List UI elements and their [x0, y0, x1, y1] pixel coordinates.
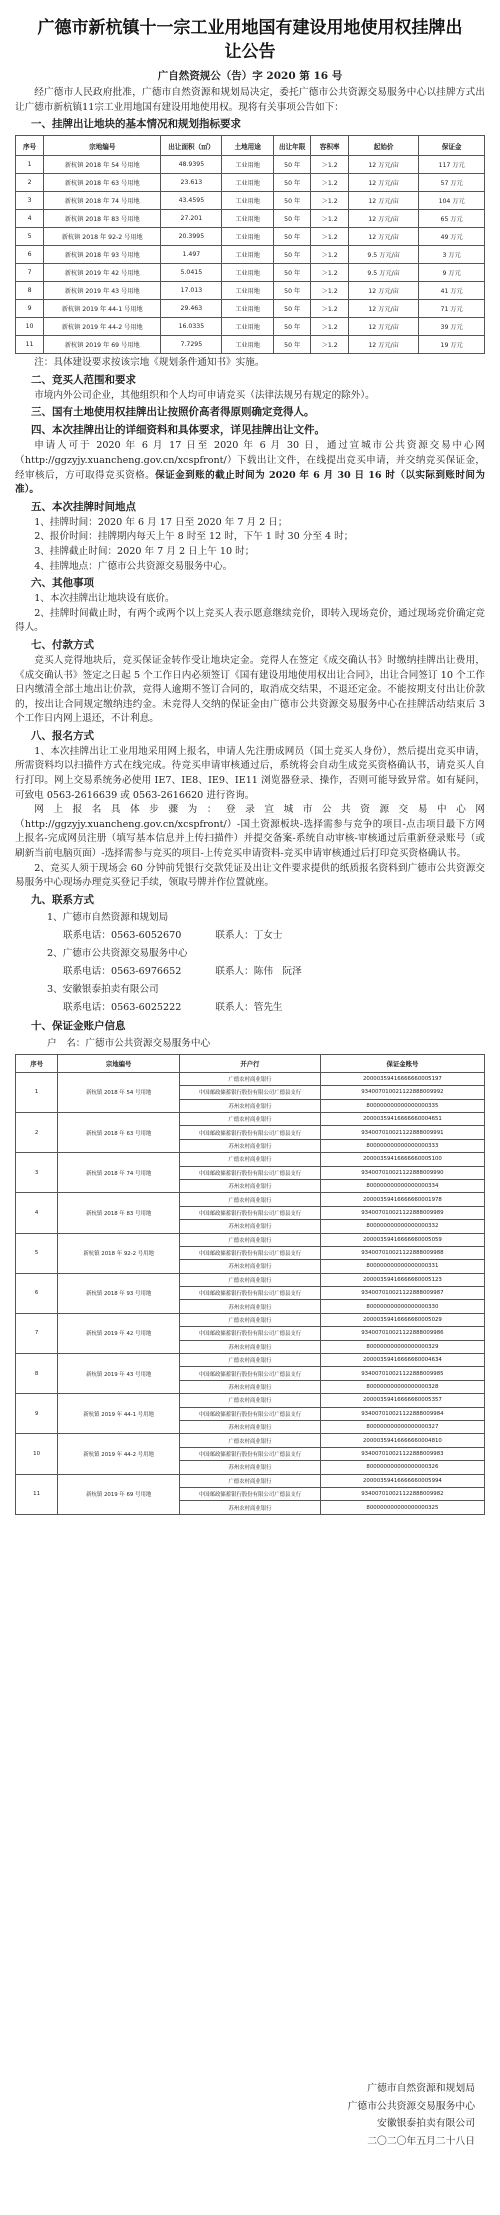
parcel-table-cell: 104 万元 — [419, 192, 485, 210]
deposit-account-number: 20000359416666660005197 — [320, 1072, 484, 1085]
deposit-bank: 广德农村商业银行 — [180, 1434, 321, 1447]
parcel-table-cell: 23.613 — [161, 174, 222, 192]
parcel-table-cell: ＞1.2 — [311, 246, 349, 264]
parcel-table-cell: 5 — [16, 228, 44, 246]
parcel-table-cell: 工业用地 — [222, 192, 274, 210]
deposit-bank: 苏州农村商业银行 — [180, 1300, 321, 1313]
parcel-table-cell: ＞1.2 — [311, 300, 349, 318]
parcel-table-cell: 50 年 — [273, 318, 311, 336]
contact-person: 联系人：管先生 — [215, 1001, 283, 1013]
parcel-table-cell: 新杭镇 2018 年 92-2 号用地 — [44, 228, 161, 246]
deposit-table-header-cell: 序号 — [16, 1054, 58, 1072]
deposit-bank: 广德农村商业银行 — [180, 1153, 321, 1166]
deposit-group-parcel: 新杭镇 2018 年 54 号用地 — [58, 1072, 180, 1112]
parcel-table-cell: 12 万元/亩 — [348, 336, 418, 354]
parcel-table-cell: 新杭镇 2018 年 74 号用地 — [44, 192, 161, 210]
deposit-bank: 中国邮政储蓄银行股份有限公司广德县支行 — [180, 1287, 321, 1300]
parcel-table-cell: ＞1.2 — [311, 192, 349, 210]
parcel-table-row — [16, 300, 485, 318]
deposit-bank: 苏州农村商业银行 — [180, 1099, 321, 1112]
deposit-account-number: 934007010021122888009986 — [320, 1327, 484, 1340]
deposit-account-number: 800000000000000000334 — [320, 1179, 484, 1192]
section-3-heading: 三、国有土地使用权挂牌出让按照价高者得原则确定竞得人。 — [31, 406, 315, 419]
deposit-group-number: 9 — [16, 1394, 58, 1434]
deposit-bank: 中国邮政储蓄银行股份有限公司广德县支行 — [180, 1367, 321, 1380]
parcel-table-row — [16, 336, 485, 354]
deposit-bank: 中国邮政储蓄银行股份有限公司广德县支行 — [180, 1487, 321, 1500]
signature-org: 广德市自然资源和规划局 — [367, 2083, 475, 2094]
contact-org: 3、安徽银泰拍卖有限公司 — [47, 983, 159, 995]
deposit-bank: 中国邮政储蓄银行股份有限公司广德县支行 — [180, 1166, 321, 1179]
parcel-table-cell: 41 万元 — [419, 282, 485, 300]
parcel-table-cell: 新杭镇 2018 年 93 号用地 — [44, 246, 161, 264]
deposit-group-parcel: 新杭镇 2019 年 69 号用地 — [58, 1474, 180, 1514]
deposit-bank: 苏州农村商业银行 — [180, 1461, 321, 1474]
section-4-text-plain: 申请人可于 2020 年 6 月 17 日至 2020 年 6 月 30 日，通过宣城市公共资源交易中心网（http://ggzyjy.xuancheng.gov.cn/xcspfront/）下载出让文件，在线提出竞买申请，并交纳竞买保证金，经审核后，方可取得竞买资格。 — [15, 440, 485, 481]
parcel-table-row — [16, 210, 485, 228]
parcel-table-cell: 新杭镇 2019 年 44-1 号用地 — [44, 300, 161, 318]
section-5-item: 2、报价时间：挂牌期内每天上午 8 时至 12 时，下午 1 时 30 分至 4 时； — [34, 531, 354, 543]
deposit-account-number: 934007010021122888009991 — [320, 1126, 484, 1139]
parcel-table-cell: 65 万元 — [419, 210, 485, 228]
deposit-account-number: 934007010021122888009984 — [320, 1407, 484, 1420]
section-4-heading: 四、本次挂牌出让的详细资料和具体要求，详见挂牌出让文件。 — [31, 424, 325, 437]
deposit-account-number: 800000000000000000327 — [320, 1420, 484, 1433]
parcel-table-cell: ＞1.2 — [311, 336, 349, 354]
parcel-table-cell: 50 年 — [273, 336, 311, 354]
parcel-table-cell: ＞1.2 — [311, 210, 349, 228]
signature-block — [348, 2080, 475, 2150]
parcel-table-cell: 12 万元/亩 — [348, 192, 418, 210]
deposit-group-parcel: 新杭镇 2018 年 74 号用地 — [58, 1153, 180, 1193]
deposit-group-parcel: 新杭镇 2019 年 44-1 号用地 — [58, 1394, 180, 1434]
deposit-account-number: 800000000000000000328 — [320, 1380, 484, 1393]
parcel-table-cell: 12 万元/亩 — [348, 174, 418, 192]
deposit-account-number: 934007010021122888009992 — [320, 1086, 484, 1099]
deposit-account-number: 800000000000000000335 — [320, 1099, 484, 1112]
deposit-bank: 广德农村商业银行 — [180, 1193, 321, 1206]
parcel-table-cell: 工业用地 — [222, 318, 274, 336]
parcel-table-cell: 71 万元 — [419, 300, 485, 318]
parcel-table-cell: 50 年 — [273, 156, 311, 174]
deposit-group-number: 1 — [16, 1072, 58, 1112]
deposit-table-header-cell: 开户行 — [180, 1054, 321, 1072]
section-4-text — [15, 439, 485, 497]
deposit-group-number: 7 — [16, 1313, 58, 1353]
parcel-table-cell: 50 年 — [273, 246, 311, 264]
deposit-table-row — [16, 1313, 485, 1326]
section-5-item: 3、挂牌截止时间：2020 年 7 月 2 日上午 10 时； — [34, 545, 255, 557]
parcel-table-cell: 43.4595 — [161, 192, 222, 210]
parcel-table-cell: 工业用地 — [222, 210, 274, 228]
parcel-table-cell: 工业用地 — [222, 264, 274, 282]
signature-org: 广德市公共资源交易服务中心 — [347, 2100, 475, 2112]
deposit-bank: 苏州农村商业银行 — [180, 1501, 321, 1514]
parcel-table-cell: 4 — [16, 210, 44, 228]
signature-org: 安徽银泰拍卖有限公司 — [377, 2118, 475, 2129]
parcel-table-cell: 工业用地 — [222, 246, 274, 264]
deposit-account-number: 20000359416666660005357 — [320, 1394, 484, 1407]
section-2-heading: 二、竞买人范围和要求 — [31, 373, 136, 386]
notice-title: 广德市新杭镇十一宗工业用地国有建设用地使用权挂牌出让公告 — [37, 18, 463, 62]
deposit-table-header-cell: 宗地编号 — [58, 1054, 180, 1072]
deposit-bank: 中国邮政储蓄银行股份有限公司广德县支行 — [180, 1126, 321, 1139]
deposit-bank: 广德农村商业银行 — [180, 1233, 321, 1246]
deposit-group-number: 8 — [16, 1354, 58, 1394]
parcel-table-cell: 19 万元 — [419, 336, 485, 354]
parcel-table-row — [16, 192, 485, 210]
parcel-table-cell: 3 — [16, 192, 44, 210]
deposit-bank: 苏州农村商业银行 — [180, 1380, 321, 1393]
parcel-table-cell: 20.3995 — [161, 228, 222, 246]
section-1-note: 注：具体建设要求按该宗地《规划条件通知书》实施。 — [34, 357, 265, 369]
deposit-group-number: 5 — [16, 1233, 58, 1273]
parcel-table-row — [16, 264, 485, 282]
parcel-table-cell: ＞1.2 — [311, 174, 349, 192]
section-7-text: 竞买人竞得地块后，竞买保证金转作受让地块定金。竞得人在签定《成交确认书》时缴纳挂牌出让费用，《成交确认书》签定之日起 5 个工作日内必须签订《国有建设用地使用权出让合同》，出让合同签订 10 个工作日内缴清全部土地出让价款，竞得人逾期不签订合同的，取消成交结果，不退还定金。不能按期支付出让价款的，按出让合同规定缴纳违约金。未竞得人交纳的保证金由广德市公共资源交易服务中心在挂牌活动结束后 3 个工作日内网上退还，不计利息。 — [15, 654, 485, 725]
parcel-table-header-cell: 出让面积（㎡） — [161, 136, 222, 156]
deposit-group-number: 4 — [16, 1193, 58, 1233]
contact-line — [63, 963, 485, 981]
parcel-table-cell: 7.7295 — [161, 336, 222, 354]
deposit-account-number: 20000359416666660004651 — [320, 1112, 484, 1125]
parcel-table-cell: 9.5 万元/亩 — [348, 264, 418, 282]
parcel-table-cell: 新杭镇 2018 年 54 号用地 — [44, 156, 161, 174]
deposit-group-parcel: 新杭镇 2019 年 44-2 号用地 — [58, 1434, 180, 1474]
deposit-table-row — [16, 1072, 485, 1085]
section-6-item: 2、挂牌时间截止时，有两个或两个以上竞买人表示愿意继续竞价，即转入现场竞价，通过现场竞价确定竞得人。 — [15, 607, 485, 634]
deposit-bank: 中国邮政储蓄银行股份有限公司广德县支行 — [180, 1206, 321, 1219]
deposit-deadline: 保证金到账的截止时间为 2020 年 6 月 30 日 16 时（以实际到账时间为准）。 — [15, 469, 485, 496]
contact-org: 2、广德市公共资源交易服务中心 — [47, 947, 188, 959]
section-5-heading: 五、本次挂牌时间地点 — [31, 500, 136, 513]
parcel-table-cell: 117 万元 — [419, 156, 485, 174]
deposit-account-number: 934007010021122888009983 — [320, 1447, 484, 1460]
deposit-account-number: 934007010021122888009990 — [320, 1166, 484, 1179]
parcel-table-cell: 新杭镇 2019 年 69 号用地 — [44, 336, 161, 354]
contact-org: 1、广德市自然资源和规划局 — [47, 911, 169, 923]
deposit-bank: 广德农村商业银行 — [180, 1072, 321, 1085]
contact-line — [63, 999, 485, 1017]
parcel-table-cell: 50 年 — [273, 174, 311, 192]
parcel-table-cell: ＞1.2 — [311, 156, 349, 174]
parcel-table-cell: 17.013 — [161, 282, 222, 300]
deposit-group-parcel: 新杭镇 2018 年 83 号用地 — [58, 1193, 180, 1233]
deposit-bank: 广德农村商业银行 — [180, 1394, 321, 1407]
parcel-table-header-cell: 保证金 — [419, 136, 485, 156]
parcel-table-cell: 12 万元/亩 — [348, 318, 418, 336]
section-6-heading: 六、其他事项 — [31, 577, 94, 590]
section-8-paragraph: 2、竞买人须于现场会 60 分钟前凭银行交款凭证及出让文件要求提供的纸质报名资料到广德市公共资源交易服务中心现场办理竞买登记手续，领取号牌并作位置就座。 — [15, 862, 485, 889]
deposit-account-number: 800000000000000000333 — [320, 1139, 484, 1152]
parcel-table-cell: 工业用地 — [222, 336, 274, 354]
deposit-account-number: 934007010021122888009987 — [320, 1287, 484, 1300]
parcel-table-cell: 1.497 — [161, 246, 222, 264]
deposit-table-row — [16, 1193, 485, 1206]
account-name: 户 名：广德市公共资源交易服务中心 — [47, 1037, 211, 1049]
deposit-account-number: 800000000000000000326 — [320, 1461, 484, 1474]
parcel-table-cell: 50 年 — [273, 264, 311, 282]
deposit-account-number: 934007010021122888009982 — [320, 1487, 484, 1500]
intro-paragraph: 经广德市人民政府批准，广德市自然资源和规划局决定，委托广德市公共资源交易服务中心以挂牌方式出让广德市新杭镇11宗工业用地国有建设用地使用权。现将有关事项公告如下： — [15, 87, 485, 113]
parcel-table-cell: 新杭镇 2019 年 43 号用地 — [44, 282, 161, 300]
deposit-table-row — [16, 1273, 485, 1286]
deposit-bank: 苏州农村商业银行 — [180, 1340, 321, 1353]
parcel-table-cell: 新杭镇 2018 年 83 号用地 — [44, 210, 161, 228]
deposit-bank: 苏州农村商业银行 — [180, 1260, 321, 1273]
parcel-table-cell: 12 万元/亩 — [348, 228, 418, 246]
deposit-table-row — [16, 1354, 485, 1367]
section-9-heading: 九、联系方式 — [31, 893, 94, 906]
deposit-bank: 广德农村商业银行 — [180, 1313, 321, 1326]
parcel-table-row — [16, 282, 485, 300]
parcel-table-cell: 2 — [16, 174, 44, 192]
parcel-table-row — [16, 174, 485, 192]
section-5-item: 1、挂牌时间：2020 年 6 月 17 日至 2020 年 7 月 2 日； — [34, 516, 288, 528]
deposit-account-number: 800000000000000000329 — [320, 1340, 484, 1353]
parcel-table-cell: ＞1.2 — [311, 318, 349, 336]
parcel-table-cell: 9 万元 — [419, 264, 485, 282]
deposit-account-number: 800000000000000000332 — [320, 1220, 484, 1233]
deposit-bank: 中国邮政储蓄银行股份有限公司广德县支行 — [180, 1246, 321, 1259]
parcel-table-cell: 工业用地 — [222, 228, 274, 246]
deposit-bank: 苏州农村商业银行 — [180, 1179, 321, 1192]
parcel-table-cell: 10 — [16, 318, 44, 336]
parcel-table-cell: ＞1.2 — [311, 282, 349, 300]
parcel-table-cell: 50 年 — [273, 300, 311, 318]
parcel-table-cell: 50 年 — [273, 210, 311, 228]
deposit-table-row — [16, 1112, 485, 1125]
deposit-group-parcel: 新杭镇 2018 年 92-2 号用地 — [58, 1233, 180, 1273]
parcel-table-cell: 6 — [16, 246, 44, 264]
parcel-table-cell: 1 — [16, 156, 44, 174]
parcel-table-cell: 8 — [16, 282, 44, 300]
deposit-bank: 中国邮政储蓄银行股份有限公司广德县支行 — [180, 1447, 321, 1460]
deposit-bank: 中国邮政储蓄银行股份有限公司广德县支行 — [180, 1327, 321, 1340]
deposit-bank: 苏州农村商业银行 — [180, 1420, 321, 1433]
deposit-account-number: 800000000000000000330 — [320, 1300, 484, 1313]
parcel-table-row — [16, 318, 485, 336]
parcel-table-cell: 工业用地 — [222, 156, 274, 174]
section-2-text: 市境内外公司企业，其他组织和个人均可申请竞买（法律法规另有规定的除外）。 — [34, 389, 375, 401]
parcel-table-cell: 新杭镇 2018 年 63 号用地 — [44, 174, 161, 192]
deposit-account-number: 800000000000000000331 — [320, 1260, 484, 1273]
deposit-group-number: 2 — [16, 1112, 58, 1152]
parcel-table-cell: 48.9395 — [161, 156, 222, 174]
deposit-bank: 广德农村商业银行 — [180, 1112, 321, 1125]
deposit-group-parcel: 新杭镇 2018 年 93 号用地 — [58, 1273, 180, 1313]
section-1-heading: 一、挂牌出让地块的基本情况和规划指标要求 — [31, 118, 241, 131]
contact-person: 联系人：丁女士 — [215, 929, 283, 941]
parcel-table-cell: 16.0335 — [161, 318, 222, 336]
deposit-table-row — [16, 1434, 485, 1447]
deposit-table-row — [16, 1394, 485, 1407]
deposit-account-table — [15, 1054, 485, 1515]
deposit-group-parcel: 新杭镇 2019 年 42 号用地 — [58, 1313, 180, 1353]
deposit-group-number: 3 — [16, 1153, 58, 1193]
parcel-table-cell: 29.463 — [161, 300, 222, 318]
parcel-table-row — [16, 156, 485, 174]
section-6-item: 1、本次挂牌出让地块设有底价。 — [34, 593, 175, 605]
deposit-table-header-cell: 保证金账号 — [320, 1054, 484, 1072]
deposit-account-number: 20000359416666660005029 — [320, 1313, 484, 1326]
deposit-group-parcel: 新杭镇 2019 年 43 号用地 — [58, 1354, 180, 1394]
parcel-table-cell: 12 万元/亩 — [348, 156, 418, 174]
section-8-heading: 八、报名方式 — [31, 729, 94, 742]
deposit-group-number: 6 — [16, 1273, 58, 1313]
parcel-table-cell: 9.5 万元/亩 — [348, 246, 418, 264]
parcel-table-cell: 9 — [16, 300, 44, 318]
parcel-table-row — [16, 228, 485, 246]
contact-phone: 联系电话：0563-6052670 — [63, 929, 182, 941]
document-number: 广自然资规公（告）字 2020 第 16 号 — [157, 70, 343, 82]
deposit-bank: 中国邮政储蓄银行股份有限公司广德县支行 — [180, 1407, 321, 1420]
deposit-table-header — [16, 1054, 485, 1072]
parcel-table-cell: 12 万元/亩 — [348, 282, 418, 300]
notice-page — [15, 0, 485, 2147]
parcel-table-cell: 50 年 — [273, 228, 311, 246]
parcel-table-cell: 工业用地 — [222, 174, 274, 192]
parcel-table-header-cell: 序号 — [16, 136, 44, 156]
section-8-paragraph: 网上报名具体步骤为：登录宣城市公共资源交易中心网（http://ggzyjy.xuancheng.gov.cn/xcspfront/）-国土资源板块-选择需参与竞争的项目-点击项目最下方网上报名-完成网员注册（填写基本信息并上传扫描件）并提交备案-系统自动审核-审核通过后重新登录账号（或刷新当前电脑页面）-选择需参与竞买的项目-上传竞买申请资料-竞买申请审核通过后打印竞买资格确认书。 — [15, 804, 485, 860]
parcel-table-cell: 49 万元 — [419, 228, 485, 246]
deposit-account-number: 20000359416666660005994 — [320, 1474, 484, 1487]
parcel-table-header-cell: 出让年限 — [273, 136, 311, 156]
parcel-table-cell: 5.0415 — [161, 264, 222, 282]
deposit-account-number: 20000359416666660005059 — [320, 1233, 484, 1246]
section-8-paragraph: 1、本次挂牌出让工业用地采用网上报名，申请人先注册成网员（国土竞买人身份），然后提出竞买申请，所需资料均以扫描件方式在线完成。待竞买申请审核通过后，系统将会自动生成竞买资格确认书，请竞买人自行打印。网上交易系统务必使用 IE7、IE8、IE9、IE11 浏览器登录、操作，否则可能导致异常。如有疑问，可致电 0563-2616639 或 0563-2616620 进行咨询。 — [15, 745, 485, 801]
deposit-table-row — [16, 1474, 485, 1487]
parcel-table-cell: 50 年 — [273, 192, 311, 210]
deposit-bank: 苏州农村商业银行 — [180, 1139, 321, 1152]
deposit-bank: 广德农村商业银行 — [180, 1354, 321, 1367]
section-10-heading: 十、保证金账户信息 — [31, 1019, 126, 1032]
parcel-table-row — [16, 246, 485, 264]
deposit-account-number: 934007010021122888009989 — [320, 1206, 484, 1219]
deposit-account-number: 20000359416666660005100 — [320, 1153, 484, 1166]
deposit-bank: 中国邮政储蓄银行股份有限公司广德县支行 — [180, 1086, 321, 1099]
deposit-account-number: 20000359416666660001978 — [320, 1193, 484, 1206]
section-7-heading: 七、付款方式 — [31, 638, 94, 651]
parcel-table-cell: 39 万元 — [419, 318, 485, 336]
parcel-table-cell: 工业用地 — [222, 282, 274, 300]
parcel-table-header — [16, 136, 485, 156]
parcel-table-cell: 12 万元/亩 — [348, 210, 418, 228]
deposit-account-number: 934007010021122888009988 — [320, 1246, 484, 1259]
deposit-bank: 苏州农村商业银行 — [180, 1220, 321, 1233]
deposit-account-number: 20000359416666660005123 — [320, 1273, 484, 1286]
parcel-table-cell: 11 — [16, 336, 44, 354]
deposit-group-number: 11 — [16, 1474, 58, 1514]
parcel-table-cell: ＞1.2 — [311, 264, 349, 282]
section-5-item: 4、挂牌地点：广德市公共资源交易服务中心。 — [34, 560, 233, 572]
parcel-table-cell: 57 万元 — [419, 174, 485, 192]
contact-person: 联系人：陈伟 阮泽 — [215, 965, 302, 977]
parcel-table-cell: 新杭镇 2019 年 42 号用地 — [44, 264, 161, 282]
parcel-table-header-cell: 宗地编号 — [44, 136, 161, 156]
parcel-table — [15, 135, 485, 354]
parcel-table-header-cell: 起始价 — [348, 136, 418, 156]
parcel-table-cell: 12 万元/亩 — [348, 300, 418, 318]
deposit-bank: 广德农村商业银行 — [180, 1474, 321, 1487]
parcel-table-header-cell: 容积率 — [311, 136, 349, 156]
deposit-table-row — [16, 1153, 485, 1166]
deposit-table-row — [16, 1233, 485, 1246]
deposit-account-number: 20000359416666660004634 — [320, 1354, 484, 1367]
deposit-account-number: 20000359416666660004810 — [320, 1434, 484, 1447]
contact-line — [63, 927, 485, 945]
deposit-bank: 广德农村商业银行 — [180, 1273, 321, 1286]
contact-phone: 联系电话：0563-6025222 — [63, 1001, 182, 1013]
parcel-table-cell: 工业用地 — [222, 300, 274, 318]
parcel-table-header-cell: 土地用途 — [222, 136, 274, 156]
signature-date: 二〇二〇年五月二十八日 — [367, 2135, 475, 2147]
deposit-group-parcel: 新杭镇 2018 年 63 号用地 — [58, 1112, 180, 1152]
deposit-account-number: 934007010021122888009985 — [320, 1367, 484, 1380]
deposit-account-number: 800000000000000000325 — [320, 1501, 484, 1514]
deposit-group-number: 10 — [16, 1434, 58, 1474]
parcel-table-cell: 50 年 — [273, 282, 311, 300]
parcel-table-cell: ＞1.2 — [311, 228, 349, 246]
parcel-table-cell: 27.201 — [161, 210, 222, 228]
parcel-table-cell: 7 — [16, 264, 44, 282]
contact-phone: 联系电话：0563-6976652 — [63, 965, 182, 977]
parcel-table-cell: 新杭镇 2019 年 44-2 号用地 — [44, 318, 161, 336]
parcel-table-cell: 3 万元 — [419, 246, 485, 264]
